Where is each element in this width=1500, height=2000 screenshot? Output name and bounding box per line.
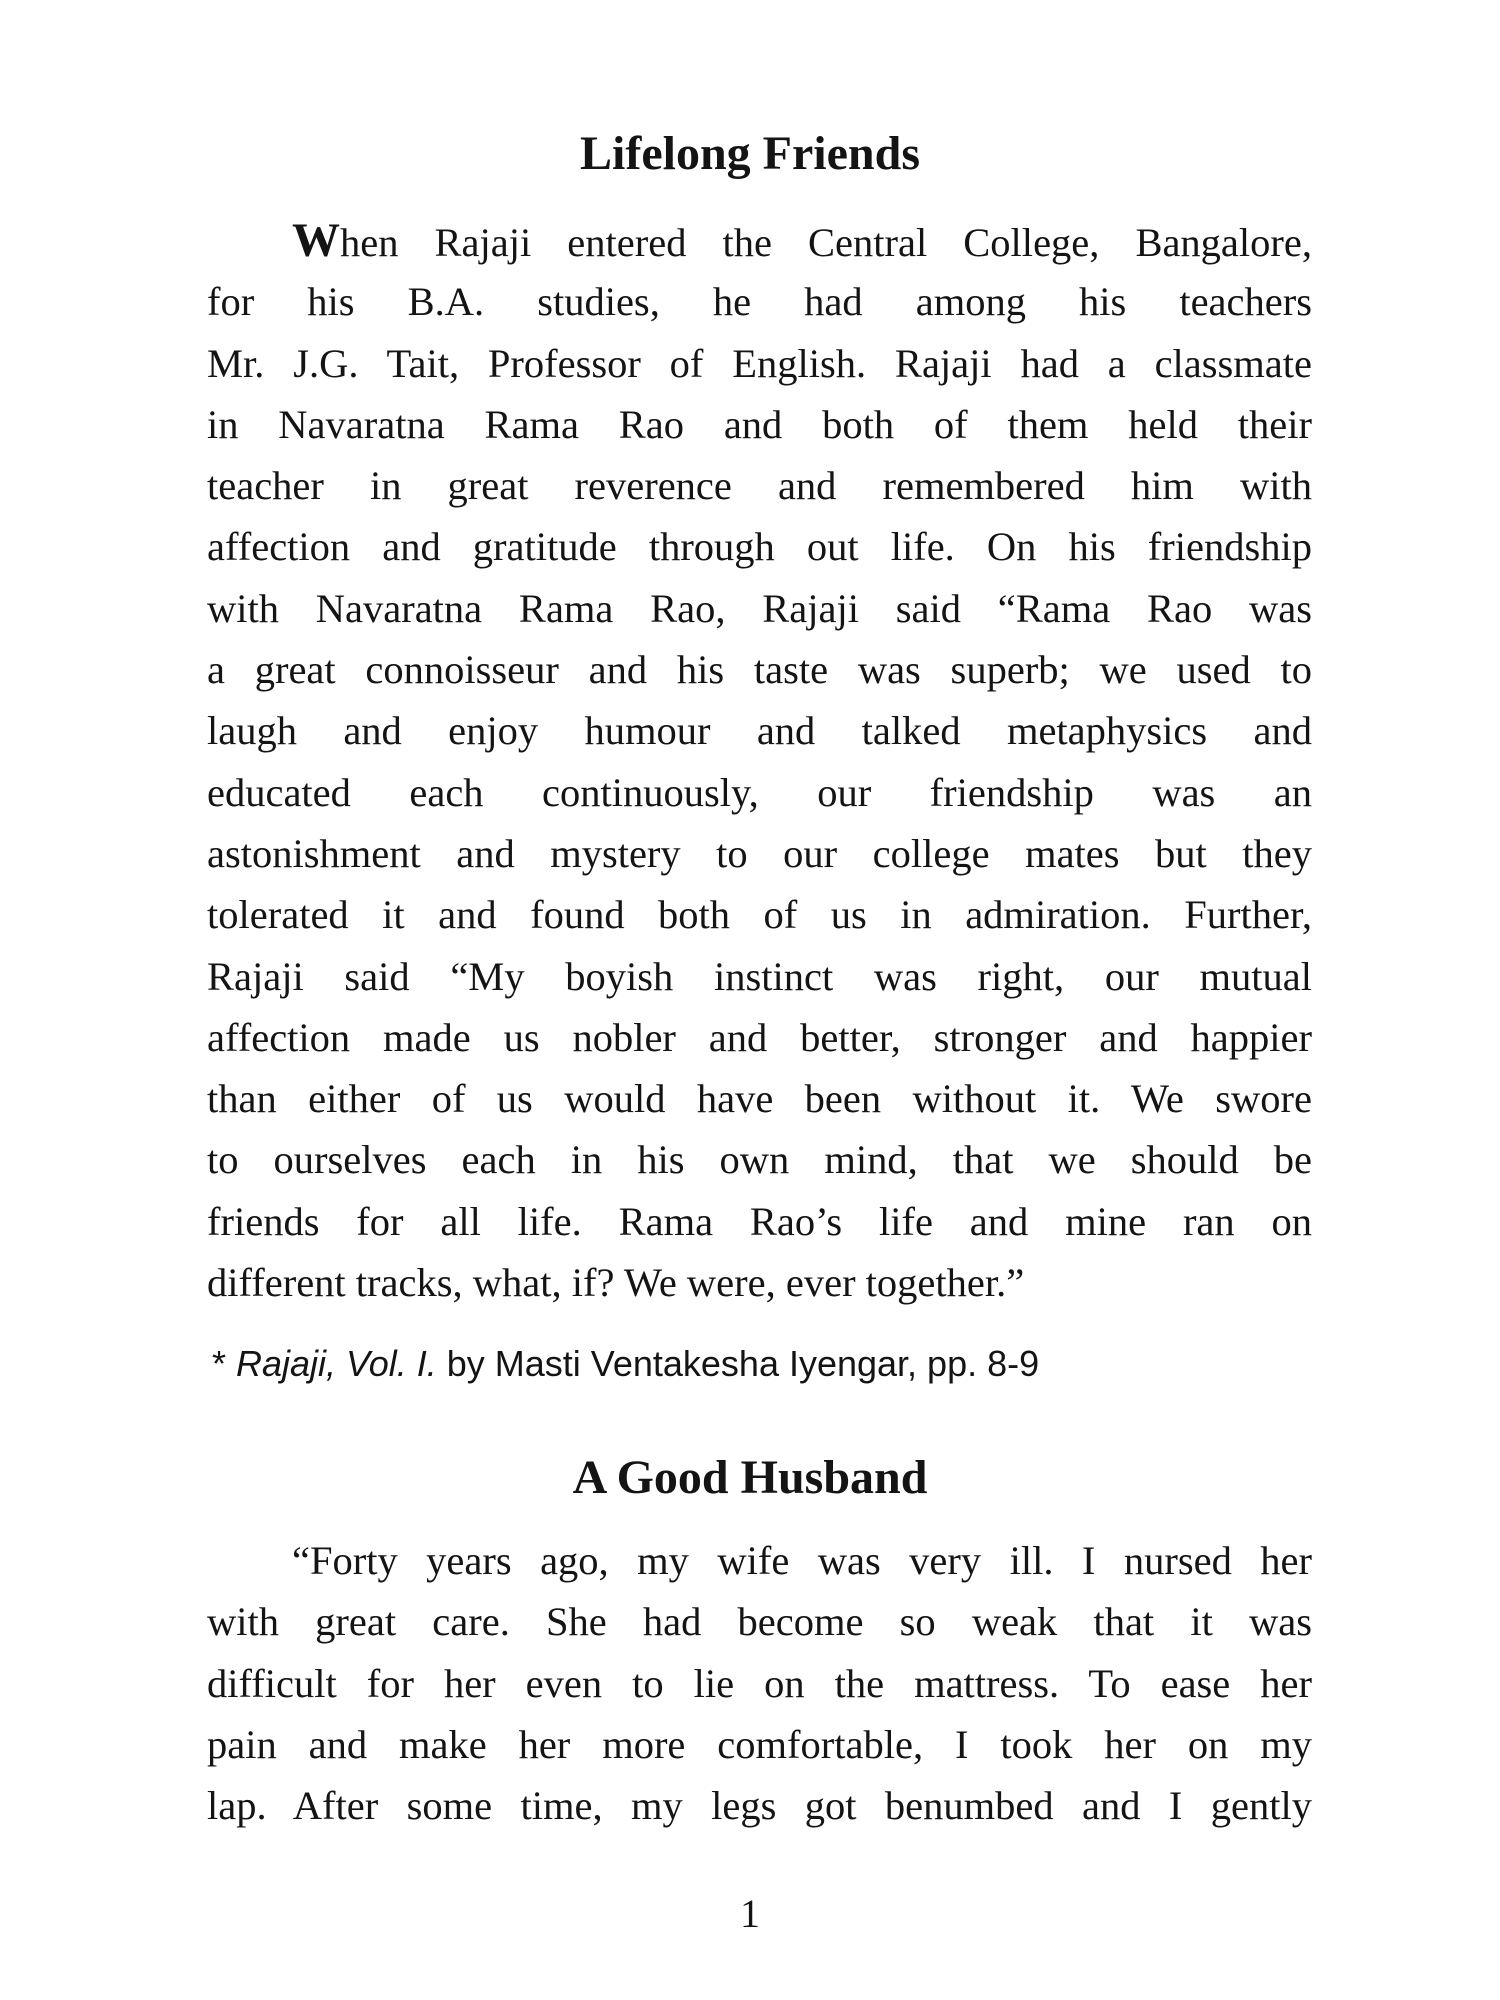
paragraph-line: difficult for her even to lie on the mattress. To ease her <box>207 1660 1312 1706</box>
paragraph-line: different tracks, what, if? We were, ever together.” <box>207 1260 1025 1306</box>
paragraph-line: teacher in great reverence and remembered him with <box>207 463 1312 509</box>
section-heading-lifelong-friends: Lifelong Friends <box>579 127 920 180</box>
paragraph-line: “Forty years ago, my wife was very ill. I nursed her <box>292 1538 1312 1583</box>
paragraph-line: astonishment and mystery to our college mates but they <box>207 830 1312 876</box>
citation-title: Rajaji, Vol. I. <box>236 1343 437 1384</box>
paragraph-line: a great connoisseur and his taste was superb; we used to <box>207 647 1312 693</box>
paragraph-line: lap. After some time, my legs got benumbed and I gently <box>207 1783 1312 1829</box>
paragraph-line: to ourselves each in his own mind, that we should be <box>207 1137 1312 1183</box>
paragraph-line: for his B.A. studies, he had among his teachers <box>207 279 1312 325</box>
paragraph-line: laugh and enjoy humour and talked metaphysics and <box>207 708 1312 754</box>
paragraph-line: tolerated it and found both of us in admiration. Further, <box>207 892 1312 938</box>
paragraph-a-good-husband <box>207 1530 1312 1836</box>
paragraph-line: friends for all life. Rama Rao’s life and mine ran on <box>207 1198 1312 1244</box>
section-heading-a-good-husband: A Good Husband <box>572 1451 928 1504</box>
paragraph-line: educated each continuously, our friendship was an <box>207 769 1312 815</box>
paragraph-line: Rajaji said “My boyish instinct was right, our mutual <box>207 953 1312 999</box>
page-number: 1 <box>740 1891 760 1936</box>
paragraph-line: When Rajaji entered the Central College, Bangalore, <box>292 214 1312 267</box>
paragraph-line: with Navaratna Rama Rao, Rajaji said “Rama Rao was <box>207 585 1312 631</box>
paragraph-line: in Navaratna Rama Rao and both of them held their <box>207 401 1312 447</box>
paragraph-line: pain and make her more comfortable, I took her on my <box>207 1721 1312 1767</box>
paragraph-line: than either of us would have been without it. We swore <box>207 1076 1312 1122</box>
paragraph-line: affection and gratitude through out life. On his friendship <box>207 524 1312 570</box>
paragraph-line: affection made us nobler and better, stronger and happier <box>207 1014 1312 1060</box>
citation: * Rajaji, Vol. I. by Masti Ventakesha Iyengar, pp. 8-9 <box>212 1343 1040 1384</box>
paragraph-line: Mr. J.G. Tait, Professor of English. Rajaji had a classmate <box>207 340 1312 386</box>
drop-cap: W <box>292 214 340 267</box>
paragraph-lifelong-friends <box>207 210 1312 1313</box>
paragraph-line: with great care. She had become so weak that it was <box>207 1599 1312 1645</box>
